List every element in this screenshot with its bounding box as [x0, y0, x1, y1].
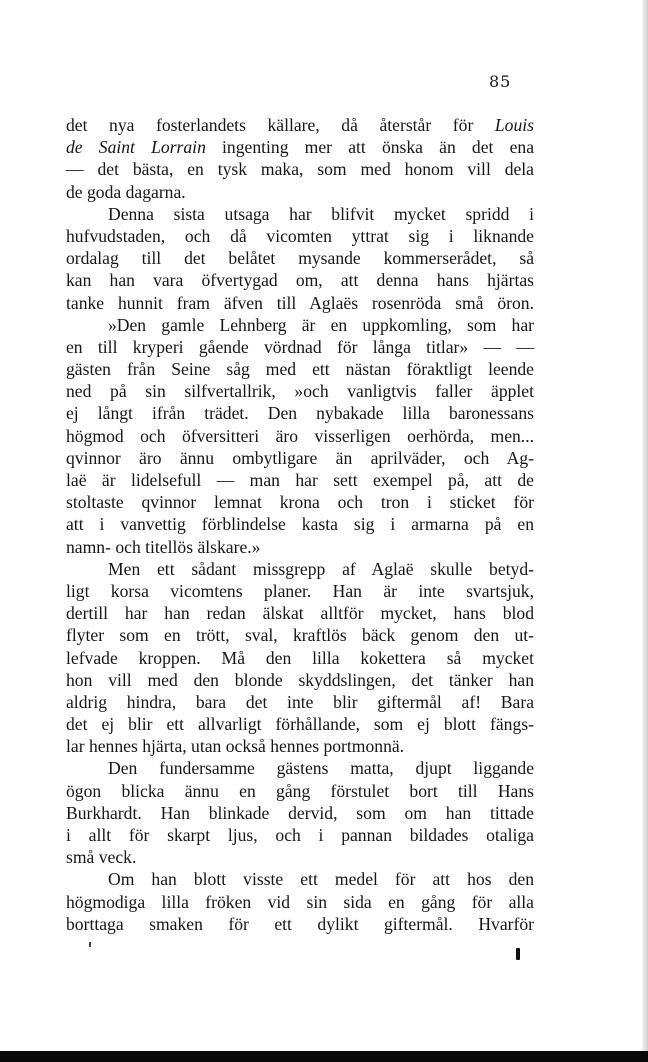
- paragraph-end-line: tanke hunnit fram äfven till Aglaës rosenröda små öron.: [66, 292, 534, 313]
- paragraph-start-line: Den fundersamme gästens matta, djupt liggande: [108, 758, 534, 779]
- text-line: borttaga smaken för ett dylikt giftermål. Hvarför: [66, 913, 534, 934]
- text-line: ej långt ifrån trädet. Den nybakade lilla baronessans: [66, 403, 534, 424]
- text-line: laë är lidelsefull — man har sett exempel på, att de: [66, 470, 534, 490]
- text-line: stoltaste qvinnor lemnat krona och tron i sticket för: [66, 492, 534, 513]
- scan-border: [0, 1051, 648, 1062]
- text-line: Burkhardt. Han blinkade dervid, som om han tittade: [66, 802, 534, 823]
- text-line: aldrig hindra, bara det inte blir giftermål af! Bara: [66, 691, 534, 712]
- paragraph-start-line: Denna sista utsaga har blifvit mycket spridd i: [108, 203, 534, 224]
- text-line: de Saint Lorrain ingenting mer att önska än det ena: [66, 137, 535, 158]
- text-line: gästen från Seine såg med ett nästan föraktligt leende: [66, 359, 534, 380]
- text-line: ligt korsa vicomtens planer. Han är inte svartsjuk,: [66, 580, 534, 601]
- paragraph-end-line: lar hennes hjärta, utan också hennes portmonnä.: [66, 736, 405, 757]
- paragraph-start-line: »Den gamle Lehnberg är en uppkomling, som har: [108, 314, 534, 335]
- text-line: ordalag till det belåtet mysande kommerserådet, så: [66, 248, 534, 269]
- paragraph-start-line: Men ett sådant missgrepp af Aglaë skulle betyd-: [108, 558, 534, 579]
- text-line: det nya fosterlandets källare, då återstår för Louis: [66, 115, 534, 135]
- text-line: i allt för skarpt ljus, och i pannan bildades otaliga: [66, 825, 534, 845]
- text-line: ned på sin silfvertallrik, »och vanligtvis faller äpplet: [66, 381, 534, 402]
- paragraph-start-line: Om han blott visste ett medel för att hos den: [108, 869, 534, 890]
- text-line: ögon blicka ännu en gång förstulet bort till Hans: [66, 780, 534, 801]
- paragraph-end-line: namn- och titellös älskare.»: [66, 536, 261, 557]
- text-line: högmod och öfversitteri äro visserligen oerhörda, men...: [66, 425, 534, 446]
- text-line: qvinnor äro ännu ombytligare än aprilväder, och Ag-: [66, 447, 534, 468]
- text-line: — det bästa, en tysk maka, som med honom vill dela: [66, 159, 534, 180]
- page-edge-shadow: [642, 0, 648, 1062]
- text-line: hon vill med den blonde skyddslingen, det tänker han: [66, 669, 534, 690]
- text-line: högmodiga lilla fröken vid sin sida en gång för alla: [66, 891, 534, 912]
- text-line: flyter som en trött, sval, kraftlös bäck genom den ut-: [66, 625, 534, 646]
- paragraph-end-line: små veck.: [66, 847, 137, 868]
- text-line: hufvudstaden, och då vicomten yttrat sig i liknande: [66, 225, 534, 246]
- body-text: [66, 114, 534, 935]
- text-line: det ej blir ett allvarligt förhållande, som ej blott fängs-: [66, 714, 534, 735]
- text-line: en till kryperi gående vördnad för långa titlar» — —: [66, 336, 534, 357]
- text-line: kan han vara öfvertygad om, att denna hans hjärtas: [66, 270, 534, 291]
- text-line: att i vanvettig förblindelse kasta sig i armarna på en: [66, 514, 534, 535]
- paragraph-end-line: de goda dagarna.: [66, 181, 186, 202]
- print-speck: [89, 942, 91, 947]
- ink-mark: [516, 948, 520, 960]
- page-number: 85: [489, 72, 512, 91]
- text-line: dertill har han redan älskat alltför mycket, hans blod: [66, 603, 534, 624]
- text-line: lefvade kroppen. Må den lilla kokettera så mycket: [66, 647, 534, 668]
